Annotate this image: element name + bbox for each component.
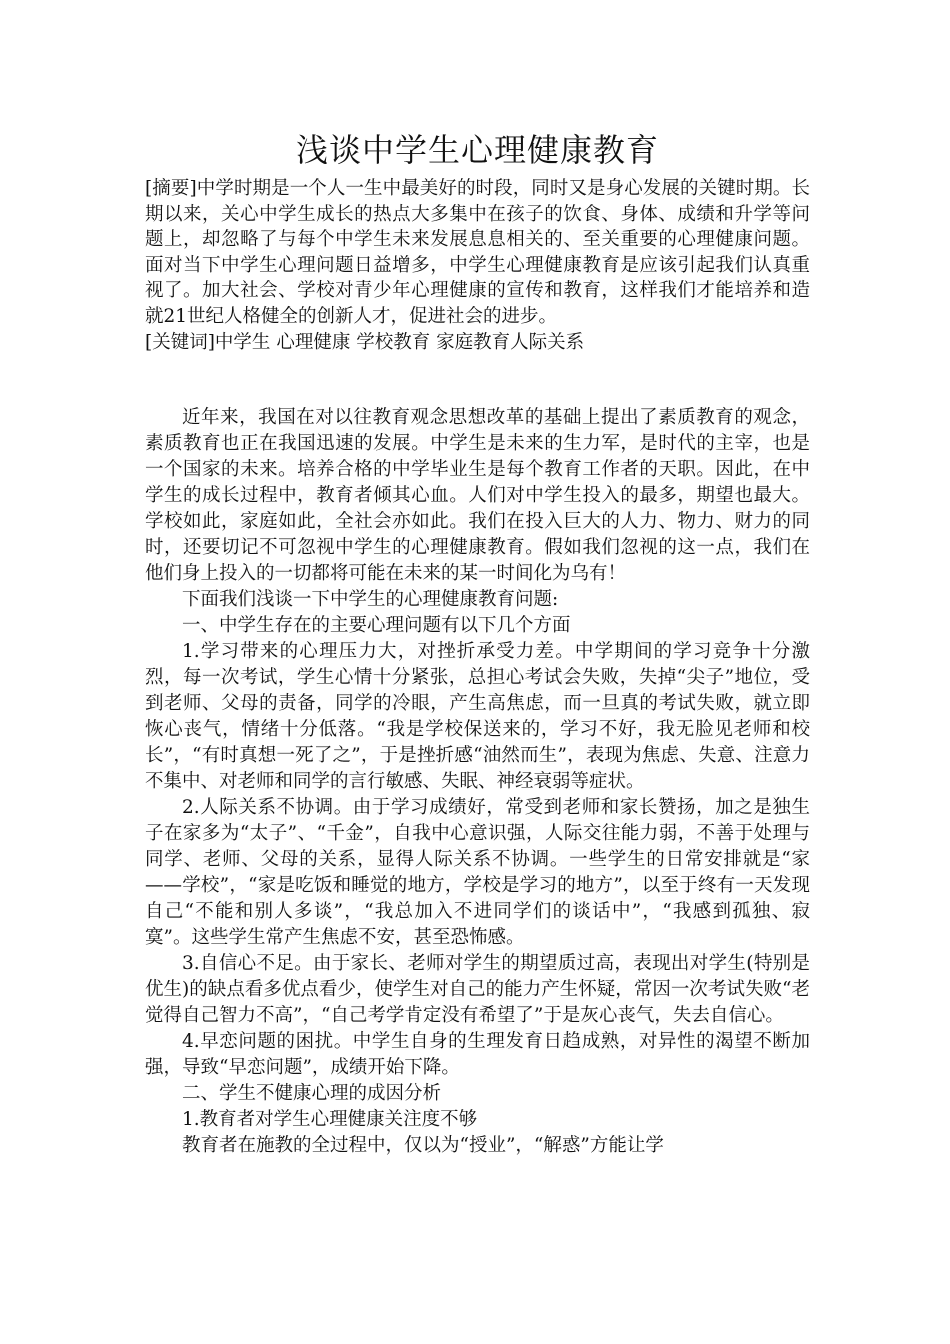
abstract: [摘要]中学时期是一个人一生中最美好的时段，同时又是身心发展的关键时期。长期以来，关心中学生成长的热点大多集中在孩子的饮食、身体、成绩和升学等问题上，却忽略了与每个中学生未来发展息息相关的、至关重要的心理健康问题。面对当下中学生心理问题日益增多，中学生心理健康教育是应该引起我们认真重视了。加大社会、学校对青少年心理健康的宣传和教育，这样我们才能培养和造就21世纪人格健全的创新人才，促进社会的进步。 bbox=[145, 178, 810, 327]
problem-item-1: 1.学习带来的心理压力大，对挫折承受力差。中学期间的学习竞争十分激烈，每一次考试，学生心情十分紧张，总担心考试会失败，失掉“尖子”地位，受到老师、父母的责备，同学的冷眼，产生高焦虑，而一旦真的考试失败，就立即恢心丧气，情绪十分低落。“我是学校保送来的，学习不好，我无脸见老师和校长”，“有时真想一死了之”，于是挫折感“油然而生”，表现为焦虑、失意、注意力不集中、对老师和同学的言行敏感、失眠、神经衰弱等症状。 bbox=[145, 641, 810, 793]
problem-item-4: 4.早恋问题的困扰。中学生自身的生理发育日趋成熟，对异性的渴望不断加强，导致“早恋问题”，成绩开始下降。 bbox=[145, 1031, 810, 1079]
section-spacer bbox=[145, 355, 810, 405]
subsection-heading-2-1: 1.教育者对学生心理健康关注度不够 bbox=[182, 1109, 478, 1131]
document-page bbox=[145, 128, 810, 1159]
last-paragraph: 教育者在施教的全过程中，仅以为“授业”，“解惑”方能让学 bbox=[182, 1135, 664, 1157]
section-heading-1: 一、中学生存在的主要心理问题有以下几个方面 bbox=[182, 615, 571, 637]
problem-item-3: 3.自信心不足。由于家长、老师对学生的期望质过高，表现出对学生(特别是优生)的缺点看多优点看少，使学生对自己的能力产生怀疑，常因一次考试失败“老觉得自己智力不高”，“自己考学肯定没有希望了”于是灰心丧气，失去自信心。 bbox=[145, 953, 810, 1027]
problem-item-2: 2.人际关系不协调。由于学习成绩好，常受到老师和家长赞扬，加之是独生子在家多为“太子”、“千金”，自我中心意识强，人际交往能力弱，不善于处理与同学、老师、父母的关系，显得人际关系不协调。一些学生的日常安排就是“家——学校”，“家是吃饭和睡觉的地方，学校是学习的地方”，以至于终有一天发现自己“不能和别人多谈”，“我总加入不进同学们的谈话中”，“我感到孤独、寂寞”。这些学生常产生焦虑不安，甚至恐怖感。 bbox=[145, 797, 810, 949]
intro-paragraph: 近年来，我国在对以往教育观念思想改革的基础上提出了素质教育的观念，素质教育也正在我国迅速的发展。中学生是未来的生力军，是时代的主宰，也是一个国家的未来。培养合格的中学毕业生是每个教育工作者的天职。因此，在中学生的成长过程中，教育者倾其心血。人们对中学生投入的最多，期望也最大。学校如此，家庭如此，全社会亦如此。我们在投入巨大的人力、物力、财力的同时，还要切记不可忽视中学生的心理健康教育。假如我们忽视的这一点，我们在他们身上投入的一切都将可能在未来的某一时间化为乌有！ bbox=[145, 407, 810, 585]
keywords: [关键词]中学生 心理健康 学校教育 家庭教育人际关系 bbox=[145, 331, 585, 353]
document-title: 浅谈中学生心理健康教育 bbox=[295, 131, 659, 169]
transition-paragraph: 下面我们浅谈一下中学生的心理健康教育问题: bbox=[182, 589, 559, 611]
section-heading-2: 二、学生不健康心理的成因分析 bbox=[182, 1083, 442, 1105]
